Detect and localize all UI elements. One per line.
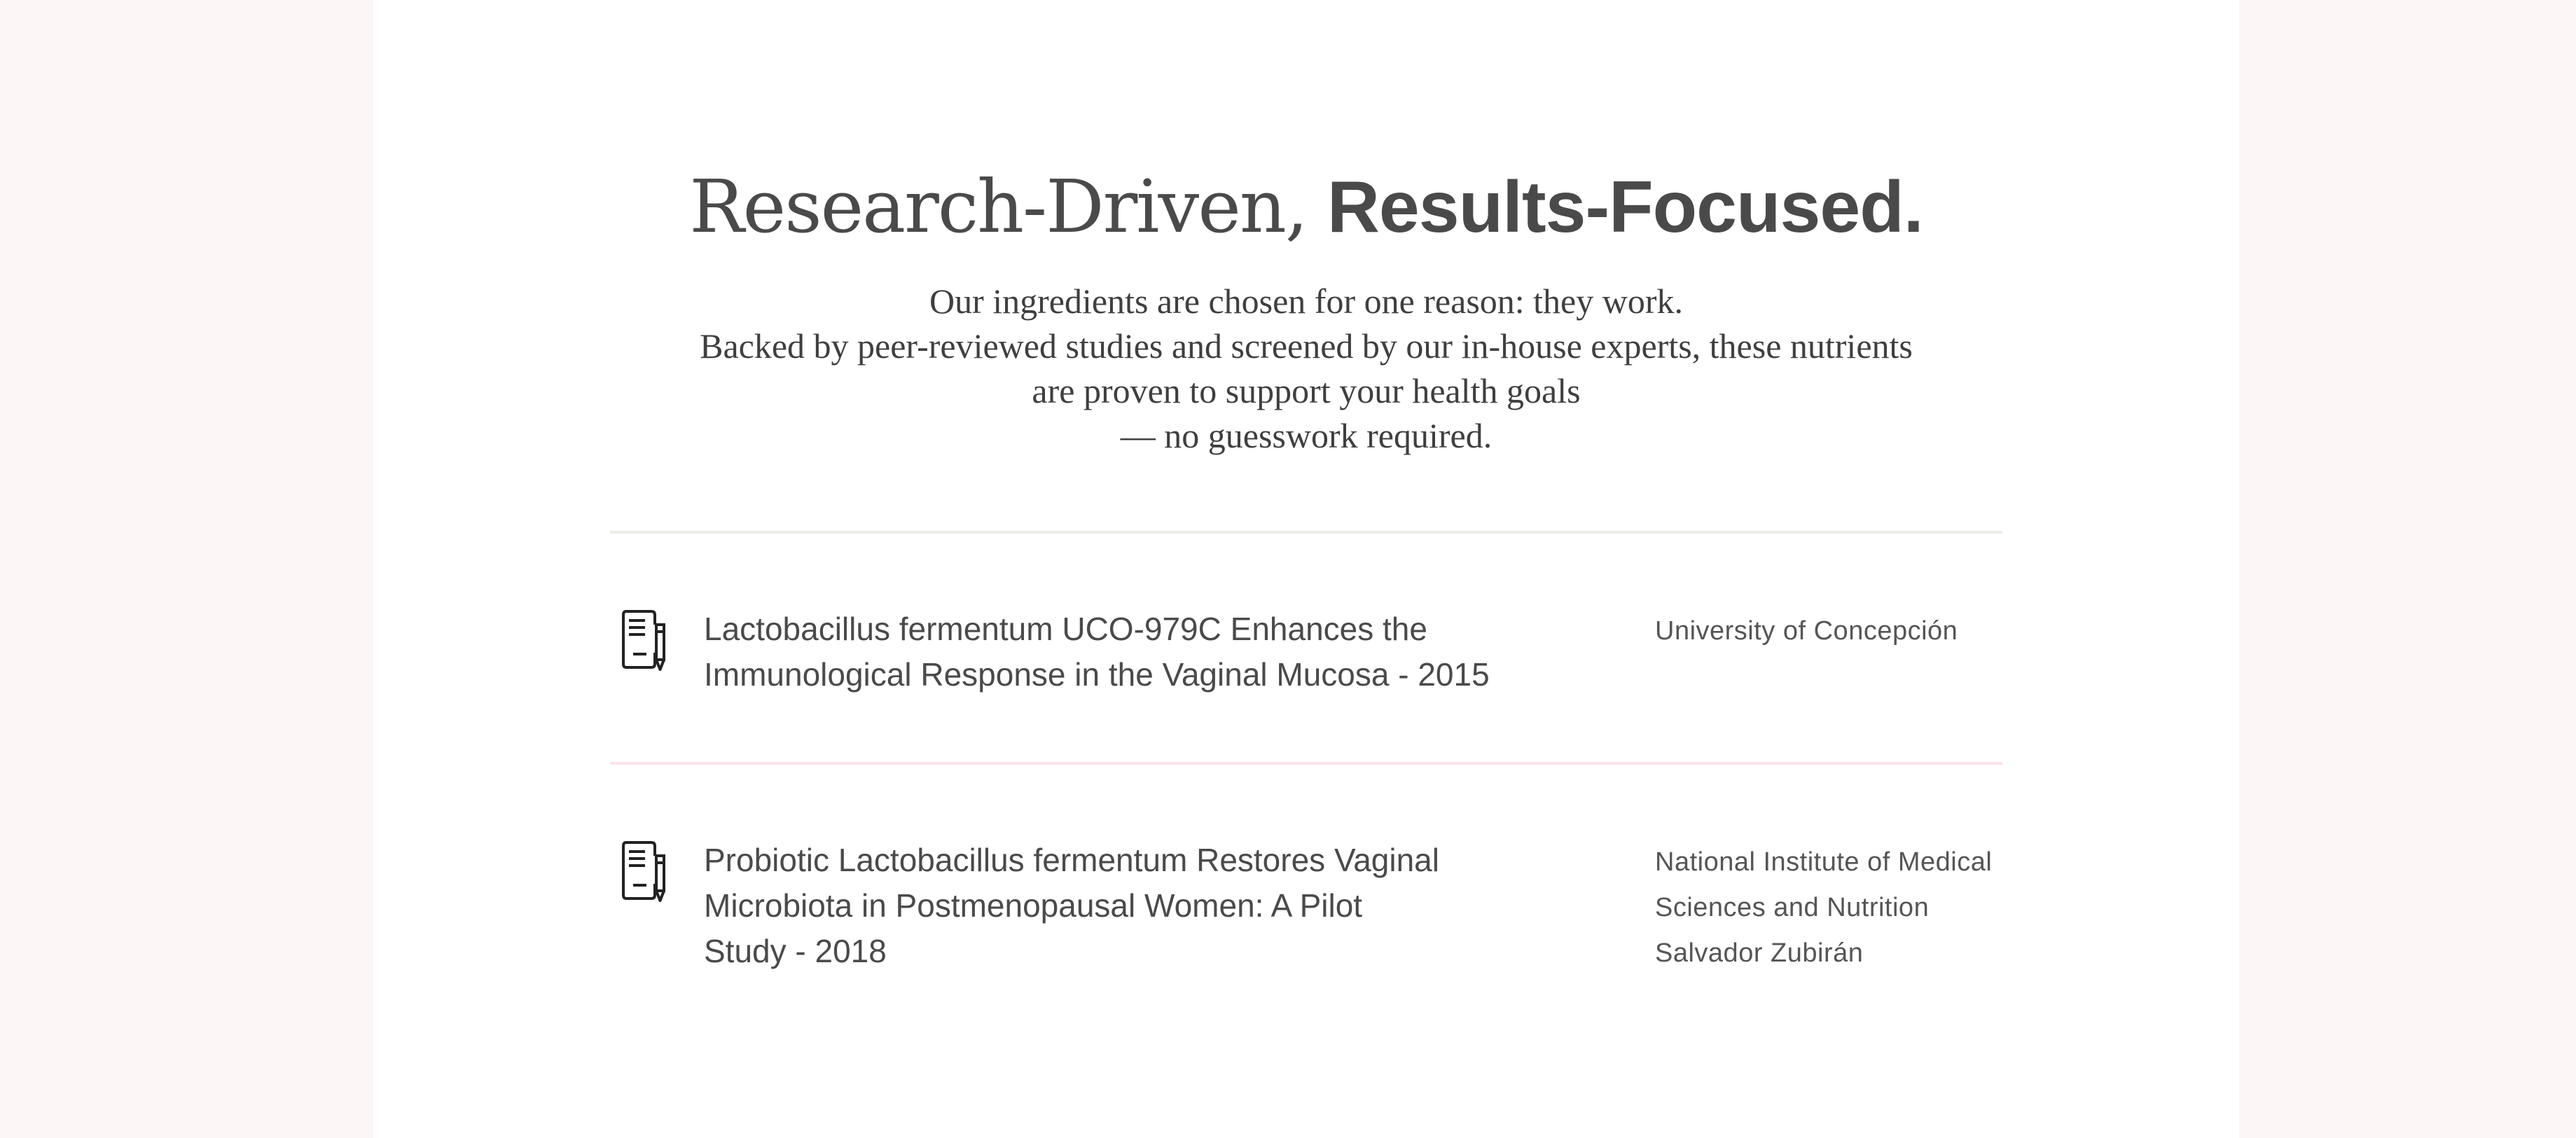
study-title-line: Study - 2018 <box>704 933 887 969</box>
divider <box>610 531 2002 534</box>
study-source-line: Salvador Zubirán <box>1655 938 1864 968</box>
study-title[interactable] <box>704 838 1509 974</box>
study-title-line: Immunological Response in the Vaginal Mucosa - 2015 <box>704 656 1490 693</box>
intro-line: — no guesswork required. <box>1120 416 1493 455</box>
heading-light-text: Research-Driven, <box>689 164 1307 249</box>
study-title[interactable] <box>704 606 1509 698</box>
intro-line: Our ingredients are chosen for one reason: they work. <box>929 282 1684 321</box>
section-heading <box>373 161 2239 253</box>
research-section <box>373 0 2239 1138</box>
document-pen-icon <box>621 609 670 674</box>
heading-bold-text: Results-Focused. <box>1327 167 1923 248</box>
study-source-line: National Institute of Medical <box>1655 847 1993 877</box>
intro-paragraph <box>583 279 2029 458</box>
study-source <box>1655 840 2005 976</box>
study-source-line: Sciences and Nutrition <box>1655 893 1930 922</box>
divider <box>610 762 2002 765</box>
study-title-line: Lactobacillus fermentum UCO-979C Enhances the <box>704 611 1427 647</box>
study-source-line: University of Concepción <box>1655 616 1958 646</box>
intro-line: are proven to support your health goals <box>1032 371 1581 410</box>
study-title-line: Microbiota in Postmenopausal Women: A Pilot <box>704 887 1363 924</box>
document-pen-icon <box>621 840 670 905</box>
study-title-line: Probiotic Lactobacillus fermentum Restores Vaginal <box>704 842 1439 878</box>
study-source <box>1655 609 2005 654</box>
intro-line: Backed by peer-reviewed studies and screened by our in-house experts, these nutrients <box>700 326 1913 366</box>
